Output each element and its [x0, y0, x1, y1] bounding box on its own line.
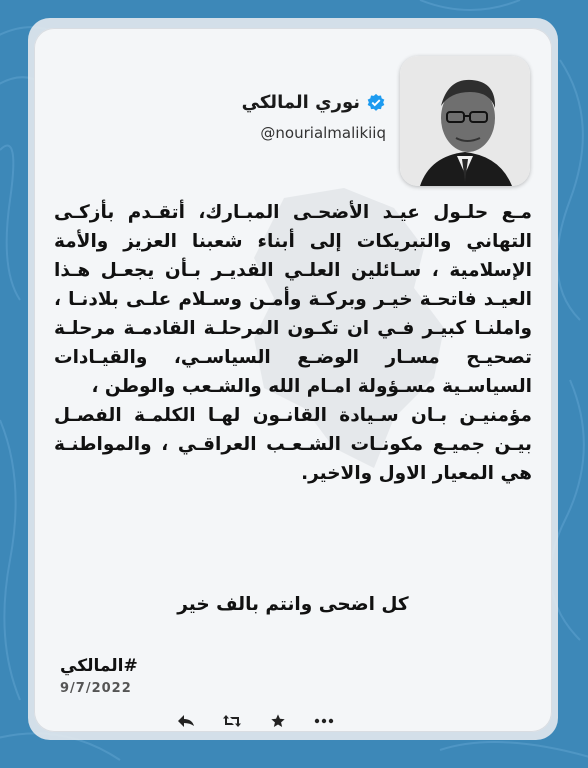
tweet-date: 9/7/2022 [60, 681, 132, 696]
account-name-row [242, 92, 386, 113]
avatar[interactable] [400, 56, 530, 186]
tweet-paragraph: مـع حلـول عيـد الأضحـى المبـارك، أتقـدم بأزكـى التهاني والتبريكات إلى أبناء شعبنا العزيز والأمة الإسلامية ، سـائلين العلـي القديـر بـأن يجعـل هـذا العيـد فاتحـة خيـر وبركـة وأمـن وسـلام علـى بلادنـا ، واملنـا كبيـر فـي ان تكـون المرحلـة القادمـة مرحلـة تصحيـح مسـار الوضـع السياسـي، والقيـادات السياسـية مسـؤولة امـام الله والشـعب والوطن ، [54, 202, 532, 397]
more-icon [314, 718, 334, 724]
account-handle[interactable]: @nourialmalikiiq [260, 124, 386, 142]
tweet-text [54, 198, 532, 488]
hashtag-link[interactable]: #المالكي [60, 656, 138, 676]
reply-icon [177, 714, 195, 728]
star-icon [270, 713, 286, 729]
tweet-card [34, 28, 552, 732]
tweet-paragraph: مؤمنيـن بـان سـيادة القانـون لهـا الكلمـة الفصـل بيـن جميـع مكونـات الشـعـب العراقـي ، والمواطنـة هي المعيار الاول والاخير. [54, 405, 532, 484]
favorite-button[interactable] [266, 712, 290, 730]
closing-line: كل اضحى وانتم بالف خير [177, 594, 409, 615]
tweet-actions [174, 712, 336, 730]
retweet-icon [222, 713, 242, 729]
profile-portrait-icon [400, 56, 530, 186]
more-button[interactable] [312, 712, 336, 730]
reply-button[interactable] [174, 712, 198, 730]
retweet-button[interactable] [220, 712, 244, 730]
verified-badge-icon [366, 93, 386, 113]
display-name[interactable]: نوري المالكي [241, 92, 360, 113]
